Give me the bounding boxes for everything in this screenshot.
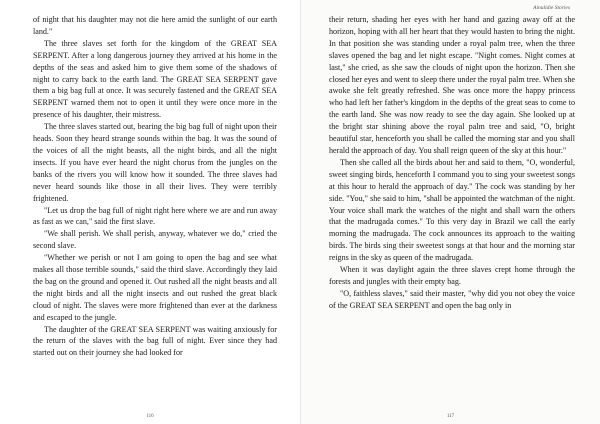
paragraph: The three slaves started out, bearing the big bag full of night upon their heads. Soon they heard strange sounds within the bag. It was the sound of the voices of all the night beasts, all the night birds, and all the night insects. If you have ever heard the night chorus from the jungles on the banks of the rivers you will know how it sounded. The three slaves had never heard sounds like those in all their lives. They were terribly frightened. xyxy=(33,122,277,203)
paragraph: their return, shading her eyes with her hand and gazing away off at the horizon, hoping with all her heart that they would hasten to bring the night. In that position she was standing under a royal palm tree, when the three slaves opened the bag and let night escape. "Night comes. Night comes at last," she cried, as she saw the clouds of night upon the horizon. Then she closed her eyes and went to sleep there under the royal palm tree. When she awoke she felt greatly refreshed. She was once more the happy princess who had left her father's kingdom in the depths of the great seas to come to the earth land. She was now ready to see the day again. She looked up at the bright star shining above the royal palm tree and said, "O, bright beautiful star, henceforth you shall be called the morning star and you shall herald the approach of day. You shall reign queen of the sky at this hour." xyxy=(329,15,575,155)
paragraph: The three slaves set forth for the kingdom of the GREAT SEA SERPENT. After a long dangerous journey they arrived at his home in the depths of the seas and asked him to give them some of the shadows of night to carry back to the earth land. The GREAT SEA SERPENT gave them a big bag full at once. It was securely fastened and the GREAT SEA SERPENT warned them not to open it until they were once more in the presence of his daughter, their mistress. xyxy=(33,38,277,120)
paragraph: "We shall perish. We shall perish, anyway, whatever we do," cried the second slave. xyxy=(33,229,277,251)
right-page-text xyxy=(329,14,575,312)
paragraph: The daughter of the GREAT SEA SERPENT was waiting anxiously for the return of the slaves with the bag full of night. Ever since they had started out on their journey she had looked for xyxy=(33,324,277,358)
paragraph: of night that his daughter may not die here amid the sunlight of our earth land." xyxy=(33,15,277,36)
page-number: 116 xyxy=(146,414,154,419)
page-number: 117 xyxy=(446,414,455,419)
paragraph: "O, faithless slaves," said their master, "why did you not obey the voice of the GREAT SEA SERPENT and open the bag only in xyxy=(329,288,575,310)
left-page-text xyxy=(33,14,277,359)
paragraph: Then she called all the birds about her and said to them, "O, wonderful, sweet singing birds, henceforth I command you to sing your sweetest songs at this hour to herald the approach of day." The cock was standing by her side. "You," she said to him, "shall be appointed the watchman of the night. Your voice shall mark the watches of the night and shall warn the others that the madrugada comes." To this very day in Brazil we call the early morning the madrugada. The cock announces its approach to the waiting birds. The birds sing their sweetest songs at that hour and the morning star reigns in the sky as queen of the madrugada. xyxy=(329,157,575,263)
paragraph: "Let us drop the bag full of night right here where we are and run away as fast as we can," said the first slave. xyxy=(33,205,277,227)
running-head: Ainulidie Stories xyxy=(533,5,570,11)
paragraph: "Whether we perish or not I am going to open the bag and see what makes all those terrible sounds," said the third slave. Accordingly they laid the bag on the ground and opened it. Out rushed all the night beasts and all the night birds and all the night insects and out rushed the great black cloud of night. The slaves were more frightened than ever at the darkness and escaped to the jungle. xyxy=(33,253,277,322)
right-page xyxy=(300,0,600,424)
paragraph: When it was daylight again the three slaves crept home through the forests and jungles with their empty bag. xyxy=(329,265,575,286)
